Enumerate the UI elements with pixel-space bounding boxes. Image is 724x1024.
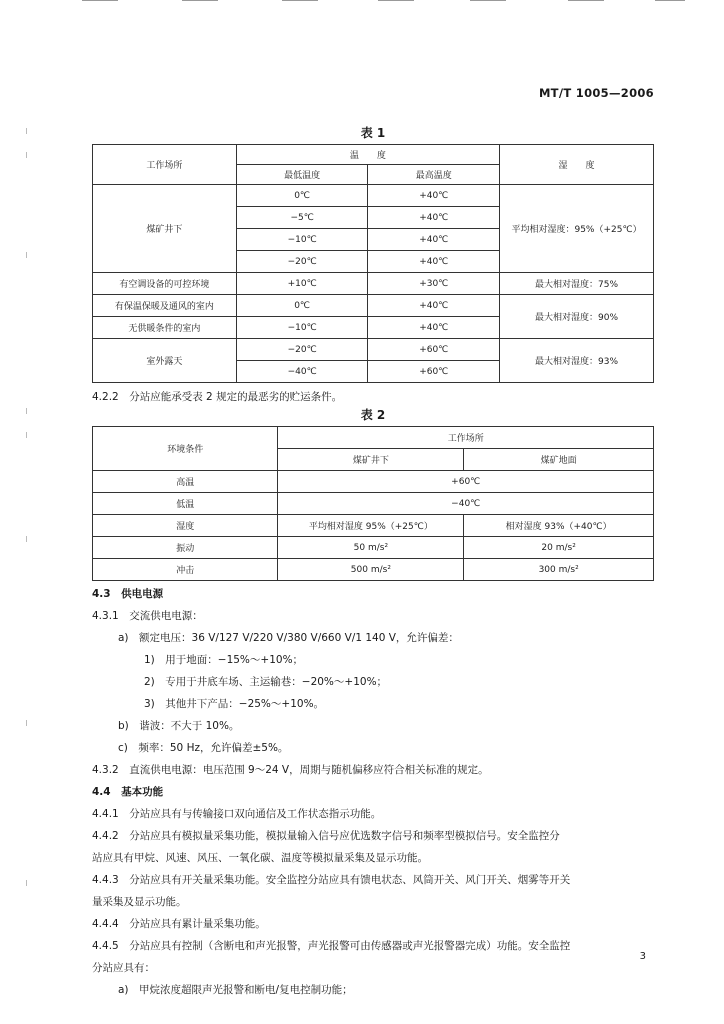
- t1-head-max: 最高温度: [368, 165, 500, 185]
- t2-value: +60℃: [278, 471, 654, 493]
- t1-place-outdoor: 室外露天: [93, 339, 237, 383]
- t2-value: −40℃: [278, 493, 654, 515]
- t1-max: +40℃: [368, 207, 500, 229]
- t2-head-env: 环境条件: [93, 427, 278, 471]
- body-line: 4.4.3 分站应具有开关量采集功能。安全监控分站应具有馈电状态、风筒开关、风门开关、烟雾等开关: [92, 874, 571, 886]
- t1-max: +40℃: [368, 251, 500, 273]
- t1-humidity: 最大相对湿度：93%: [500, 339, 654, 383]
- t1-min: −10℃: [236, 317, 368, 339]
- t1-min: +10℃: [236, 273, 368, 295]
- body-line: 4.3.2 直流供电电源：电压范围 9～24 V，周期与随机偏移应符合相关标准的规定。: [92, 764, 489, 776]
- t1-place: 有保温保暖及通风的室内: [93, 295, 237, 317]
- para-4-2-2: 4.2.2 分站应能承受表 2 规定的最恶劣的贮运条件。: [92, 391, 343, 403]
- t1-humidity-mine: 平均相对湿度：95%（+25℃）: [500, 185, 654, 273]
- section-heading: 4.3 供电电源: [92, 588, 164, 600]
- t2-underground: 平均相对湿度 95%（+25℃）: [278, 515, 464, 537]
- t1-min: −40℃: [236, 361, 368, 383]
- t2-cond: 高温: [93, 471, 278, 493]
- t1-head-temperature: 温 度: [236, 145, 499, 165]
- t1-min: 0℃: [236, 185, 368, 207]
- body-line: 4.4.1 分站应具有与传输接口双向通信及工作状态指示功能。: [92, 808, 382, 820]
- t1-max: +40℃: [368, 185, 500, 207]
- t1-max: +40℃: [368, 229, 500, 251]
- t1-min: −5℃: [236, 207, 368, 229]
- t2-head-underground: 煤矿井下: [278, 449, 464, 471]
- t1-max: +40℃: [368, 317, 500, 339]
- body-line: c) 频率：50 Hz，允许偏差±5%。: [118, 742, 289, 754]
- t1-place: 有空调设备的可控环境: [93, 273, 237, 295]
- body-line: 4.3.1 交流供电电源：: [92, 610, 203, 622]
- table2: [92, 426, 654, 581]
- body-line: a) 甲烷浓度超限声光报警和断电/复电控制功能；: [118, 984, 353, 996]
- t1-min: 0℃: [236, 295, 368, 317]
- t2-head-place: 工作场所: [278, 427, 654, 449]
- standard-code: MT/T 1005—2006: [538, 86, 654, 100]
- t1-max: +30℃: [368, 273, 500, 295]
- body-line: a) 额定电压：36 V/127 V/220 V/380 V/660 V/1 140 V，允许偏差：: [118, 632, 459, 644]
- t2-cond: 湿度: [93, 515, 278, 537]
- body-line: 站应具有甲烷、风速、风压、一氧化碳、温度等模拟量采集及显示功能。: [92, 852, 428, 864]
- t1-head-place: 工作场所: [93, 145, 237, 185]
- t1-min: −20℃: [236, 251, 368, 273]
- t1-head-humidity: 湿 度: [500, 145, 654, 185]
- t2-cond: 低温: [93, 493, 278, 515]
- table2-caption: 表 2: [360, 408, 386, 422]
- t1-humidity: 最大相对湿度：90%: [500, 295, 654, 339]
- t1-place-mine: 煤矿井下: [93, 185, 237, 273]
- body-text: [92, 583, 570, 1001]
- body-line: 2) 专用于井底车场、主运输巷：−20%～+10%；: [144, 676, 388, 688]
- body-line: 4.4.2 分站应具有模拟量采集功能，模拟量输入信号应优选数字信号和频率型模拟信号。安全监控分: [92, 830, 560, 842]
- t1-max: +40℃: [368, 295, 500, 317]
- t2-surface: 300 m/s²: [464, 559, 654, 581]
- t2-underground: 50 m/s²: [278, 537, 464, 559]
- body-line: 4.4.4 分站应具有累计量采集功能。: [92, 918, 266, 930]
- t1-min: −10℃: [236, 229, 368, 251]
- t2-underground: 500 m/s²: [278, 559, 464, 581]
- t1-max: +60℃: [368, 361, 500, 383]
- body-line: 4.4.5 分站应具有控制（含断电和声光报警，声光报警可由传感器或声光报警器完成）功能。安全监控: [92, 940, 571, 952]
- t1-place: 无供暖条件的室内: [93, 317, 237, 339]
- t1-max: +60℃: [368, 339, 500, 361]
- table1: [92, 144, 654, 383]
- t2-cond: 振动: [93, 537, 278, 559]
- page-number: 3: [639, 951, 646, 962]
- t1-head-min: 最低温度: [236, 165, 368, 185]
- section-heading: 4.4 基本功能: [92, 786, 164, 798]
- body-line: 3) 其他井下产品：−25%～+10%。: [144, 698, 325, 710]
- t2-head-surface: 煤矿地面: [464, 449, 654, 471]
- t2-surface: 相对湿度 93%（+40℃）: [464, 515, 654, 537]
- t2-surface: 20 m/s²: [464, 537, 654, 559]
- t1-humidity: 最大相对湿度：75%: [500, 273, 654, 295]
- t1-min: −20℃: [236, 339, 368, 361]
- body-line: 分站应具有：: [92, 962, 155, 974]
- body-line: 量采集及显示功能。: [92, 896, 187, 908]
- t2-cond: 冲击: [93, 559, 278, 581]
- body-line: b) 谐波：不大于 10%。: [118, 720, 240, 732]
- body-line: 1) 用于地面：−15%～+10%；: [144, 654, 304, 666]
- table1-caption: 表 1: [360, 126, 386, 140]
